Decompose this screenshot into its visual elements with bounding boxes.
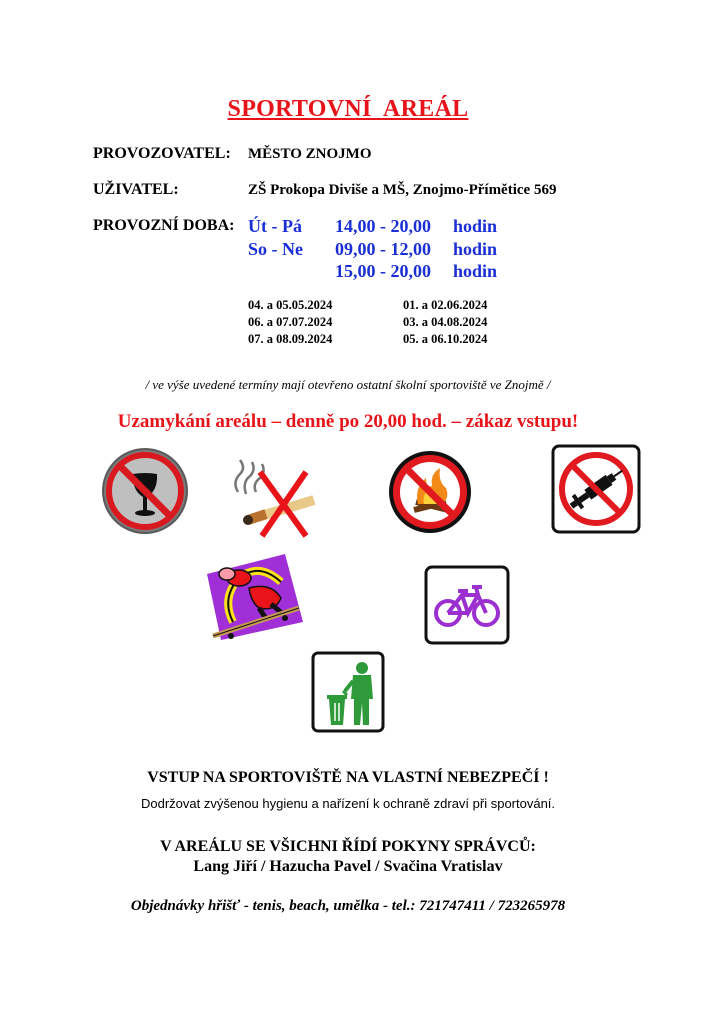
managers-heading: V AREÁLU SE VŠICHNI ŘÍDÍ POKYNY SPRÁVCŮ: bbox=[160, 838, 536, 855]
no-alcohol-icon bbox=[100, 446, 190, 536]
risk-notice: VSTUP NA SPORTOVIŠTĚ NA VLASTNÍ NEBEZPEČÍ ! bbox=[147, 769, 549, 786]
date-item: 05. a 06.10.2024 bbox=[403, 332, 488, 346]
opening-days: So - Ne bbox=[248, 239, 303, 259]
lock-warning: Uzamykání areálu – denně po 20,00 hod. – zákaz vstupu! bbox=[117, 411, 579, 432]
operator-value: MĚSTO ZNOJMO bbox=[248, 146, 372, 162]
opening-time: 14,00 - 20,00 bbox=[335, 216, 431, 236]
date-item: 07. a 08.09.2024 bbox=[248, 332, 333, 346]
page-title: SPORTOVNÍ AREÁL bbox=[227, 96, 469, 122]
no-fire-icon bbox=[386, 448, 474, 536]
opening-time: 15,00 - 20,00 bbox=[335, 261, 431, 281]
opening-days: Út - Pá bbox=[248, 216, 302, 236]
date-item: 01. a 02.06.2024 bbox=[403, 298, 488, 312]
user-value: ZŠ Prokopa Diviše a MŠ, Znojmo-Přímětice 569 bbox=[248, 182, 557, 198]
no-smoking-icon bbox=[230, 452, 320, 542]
opening-label: PROVOZNÍ DOBA: bbox=[93, 217, 235, 234]
operator-label: PROVOZOVATEL: bbox=[93, 145, 231, 162]
orders-contact: Objednávky hřišť - tenis, beach, umělka - tel.: 721747411 / 723265978 bbox=[130, 898, 566, 914]
opening-time: 09,00 - 12,00 bbox=[335, 239, 431, 259]
trash-bin-icon bbox=[311, 651, 385, 733]
no-syringe-icon bbox=[552, 445, 640, 533]
date-item: 04. a 05.05.2024 bbox=[248, 298, 333, 312]
hygiene-notice: Dodržovat zvýšenou hygienu a nařízení k ochraně zdraví při sportování. bbox=[140, 796, 556, 811]
opening-unit: hodin bbox=[453, 261, 498, 281]
opening-unit: hodin bbox=[453, 216, 498, 236]
date-item: 06. a 07.07.2024 bbox=[248, 315, 333, 329]
dates-right bbox=[403, 297, 487, 348]
opening-unit: hodin bbox=[453, 239, 498, 259]
user-label: UŽIVATEL: bbox=[93, 181, 179, 198]
dates-left bbox=[248, 297, 332, 348]
bicycle-icon bbox=[424, 565, 510, 645]
note: / ve výše uvedené termíny mají otevřeno ostatní školní sportoviště ve Znojmě / bbox=[145, 377, 551, 392]
skateboard-icon bbox=[205, 552, 305, 644]
managers-names: Lang Jiří / Hazucha Pavel / Svačina Vratislav bbox=[193, 858, 503, 875]
date-item: 03. a 04.08.2024 bbox=[403, 315, 488, 329]
